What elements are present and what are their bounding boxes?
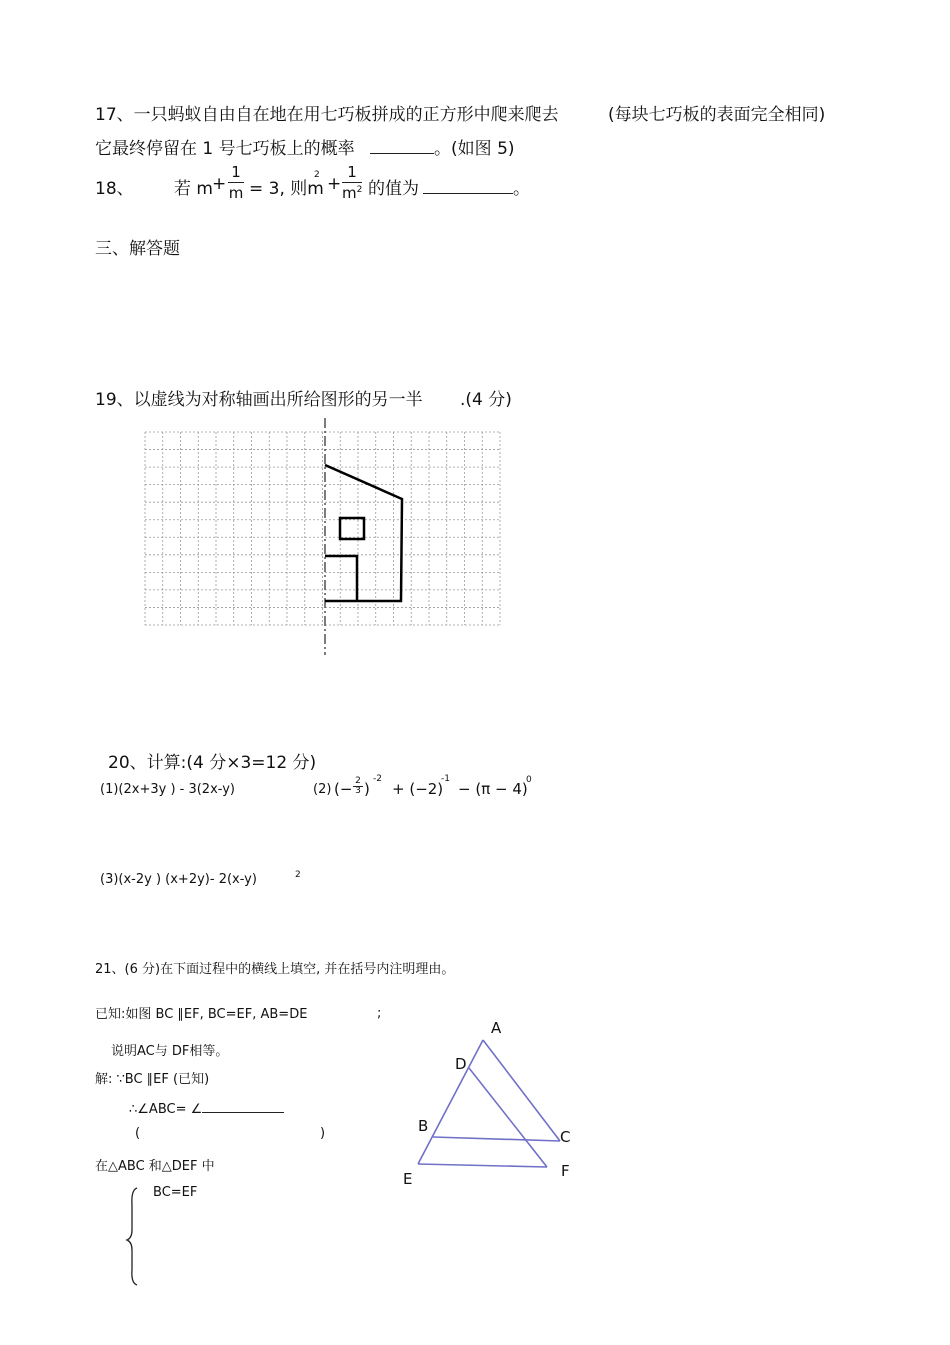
segment-DF [469,1068,547,1167]
q19-score: .(4 分) [460,390,512,410]
q17-note: (每块七巧板的表面完全相同) [608,105,826,125]
section-heading: 三、解答题 [95,239,180,259]
q20-part3: (3)(x-2y ) (x+2y)- 2(x-y) [100,872,257,887]
point-label-D: D [455,1055,467,1073]
q21-explain: 说明AC与 DF相等。 [111,1044,229,1059]
q18-plus: + [212,174,227,194]
q20-frac-den: 3 [353,786,363,796]
door-shape [325,556,357,601]
q20-part2-label: (2) [313,782,332,797]
q17-line1: 17、一只蚂蚁自由自在地在用七巧板拼成的正方形中爬来爬去 [95,105,559,125]
point-label-C: C [560,1128,571,1146]
dotted-grid [145,432,500,625]
q18-frac2-num: 1 [347,163,357,181]
q21-angle-blank[interactable] [202,1098,284,1113]
q17-line2-end: 。(如图 5) [434,139,515,159]
left-brace [127,1188,137,1285]
q20-frac-num: 2 [355,776,361,786]
q21-semicolon: ; [377,1006,382,1021]
q21-given: 已知:如图 BC ∥EF, BC=EF, AB=DE [95,1007,308,1022]
q18-square: 2 [314,170,320,180]
q20-part1: (1)(2x+3y ) - 3(2x-y) [100,782,236,797]
q20-exp3: 0 [526,775,532,785]
q21-reason-close: ) [320,1126,326,1141]
q20-exp1: -2 [373,774,382,784]
q18-end: 。 [513,179,530,199]
point-label-F: F [561,1162,570,1180]
q21-therefore [129,1098,284,1117]
window-square [340,518,364,539]
q18-label: 18、 [95,179,134,199]
segment-AC [483,1040,560,1141]
q20-part2-b: ) [364,780,370,798]
q18-frac-num: 1 [231,163,241,181]
q18-frac-den: m [228,184,244,202]
segment-AE [418,1040,483,1164]
q20-part2-c: + (−2) [392,780,444,798]
q21-in-triangles: 在△ABC 和△DEF 中 [95,1159,215,1174]
q20-exp2: -1 [441,774,450,784]
q21-bc-ef: BC=EF [153,1185,198,1200]
q21-solution: 解: ∵BC ∥EF (已知) [95,1072,210,1087]
q21-therefore-text: ∴∠ABC= ∠ [129,1102,203,1117]
q21-title: 21、(6 分)在下面过程中的横线上填空, 并在括号内注明理由。 [95,962,455,977]
q18-prefix: 若 m [174,179,213,199]
q18-suffix-text: 的值为 [368,179,419,199]
segment-BC [433,1137,560,1141]
q20-part2-a: (− [334,780,353,798]
q18-eq: = 3, 则m [249,179,324,199]
segment-EF [418,1164,547,1167]
q18-plus2: + [327,174,342,194]
q17-line2-text: 它最终停留在 1 号七巧板上的概率 [95,139,355,159]
triangle-figure [418,1040,560,1167]
point-label-E: E [403,1170,413,1188]
q20-part2-d: − (π − 4) [458,780,528,798]
q20-title: 20、计算:(4 分×3=12 分) [108,753,317,773]
q18-frac2-den-sq: 2 [356,185,363,195]
q21-reason-open: ( [135,1126,141,1141]
point-label-A: A [491,1019,502,1037]
q20-part3-exp: 2 [295,870,301,880]
q20-small-fraction [353,777,363,796]
q18-frac2-den: m [342,184,357,202]
point-label-B: B [418,1117,429,1135]
q19-text: 19、以虚线为对称轴画出所给图形的另一半 [95,390,423,410]
half-figure [325,465,402,601]
